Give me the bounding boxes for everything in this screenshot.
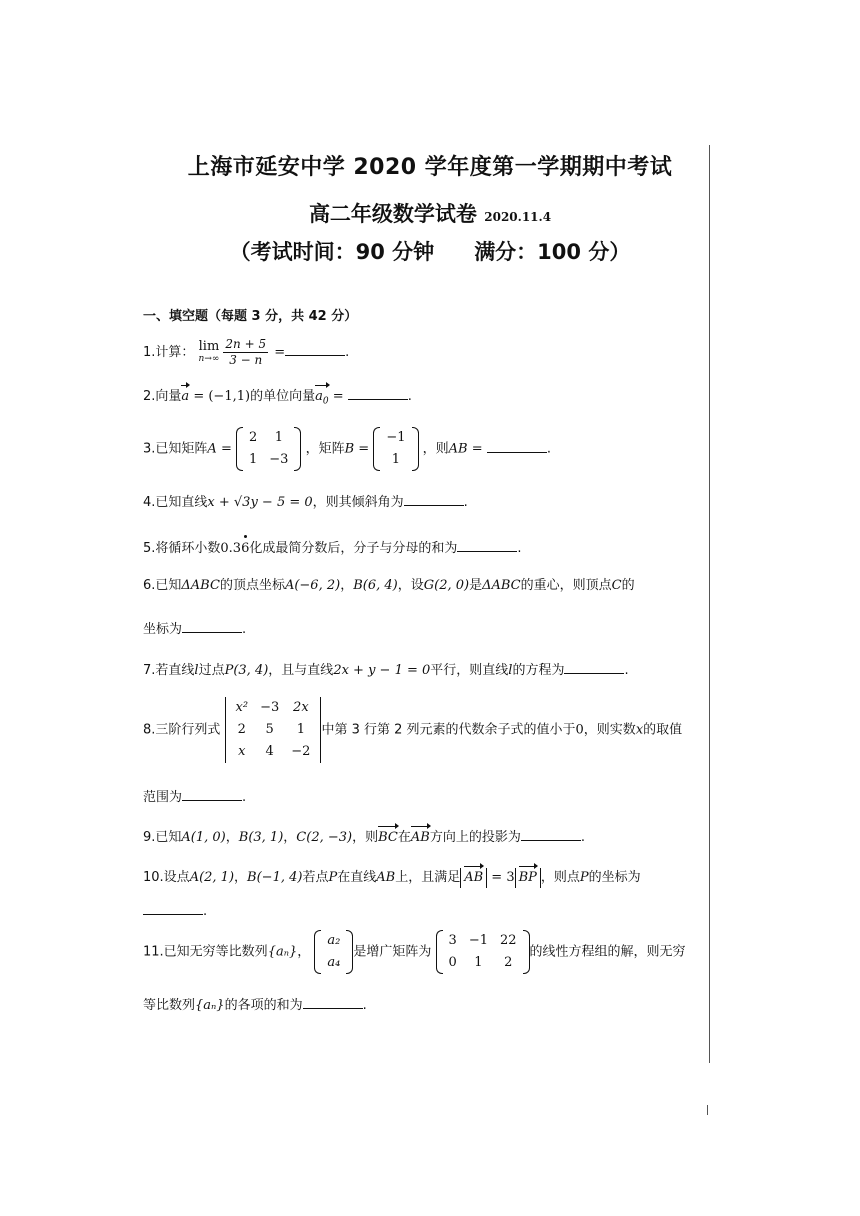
answer-blank	[182, 620, 242, 633]
augmented-matrix: 3 −1 22 0 1 2	[436, 930, 530, 974]
answer-blank	[348, 387, 408, 400]
question-11: 11.已知无穷等比数列{aₙ}， a₂ a₄ 是增广矩阵为 3 −1 22 0 1 2 的线性方程组的解，则无穷	[143, 930, 686, 974]
question-5: 5.将循环小数0.36化成最简分数后，分子与分母的和为 .	[143, 539, 522, 559]
time-info: （考试时间：90 分钟	[229, 240, 435, 264]
fraction: $\frac{2n + 5}{3 - n}$	[225, 337, 267, 367]
matrix-b: −1 1	[373, 427, 418, 471]
exam-date: 2020.11.4	[484, 210, 552, 224]
repeating-dot: 6	[241, 539, 249, 559]
abs-ab: AB	[460, 868, 487, 888]
question-8: 8.三阶行列式 x² −3 2x 2 5 1 x 4 −2 中第 3 行第 2 列元素的代数余子式的值小于0，则实数x的取值	[143, 697, 682, 763]
answer-blank	[457, 539, 517, 552]
answer-blank	[182, 788, 242, 801]
answer-blank	[521, 828, 581, 841]
determinant: x² −3 2x 2 5 1 x 4 −2	[225, 697, 322, 763]
score-info: 满分：100 分）	[474, 240, 631, 264]
answer-blank	[404, 493, 464, 506]
question-11-line2: 等比数列{aₙ}的各项的和为 .	[143, 998, 367, 1013]
answer-blank	[564, 661, 624, 674]
answer-blank	[285, 343, 345, 356]
question-1: 1.计算： lim n→∞ $\frac{2n + 5}{3 - n}$ = .	[143, 337, 350, 367]
question-8-line2: 范围为 .	[143, 790, 247, 805]
solution-vector: a₂ a₄	[314, 930, 353, 974]
answer-blank	[487, 440, 547, 453]
abs-bp: BP	[515, 868, 541, 888]
question-3: 3.已知矩阵A = 2 1 1 −3 ，矩阵B = −1 1 ，则AB = .	[143, 427, 551, 471]
question-10-line2: .	[143, 902, 207, 922]
question-2: 2.向量a = (−1,1)的单位向量$a_0$ = .	[143, 387, 412, 412]
section-heading: 一、填空题（每题 3 分，共 42 分）	[143, 309, 358, 324]
vector-a0: $a_0$	[315, 387, 329, 412]
question-4: 4.已知直线x + √3y − 5 = 0，则其倾斜角为 .	[143, 495, 468, 510]
question-6: 6.已知ΔABC的顶点坐标A(−6, 2)，B(6, 4)，设G(2, 0)是ΔABC的重心，则顶点C的	[143, 578, 635, 593]
question-10: 10.设点A(2, 1)，B(−1, 4)若点P在直线AB上，且满足 AB = 3 BP ，则点P的坐标为	[143, 868, 641, 888]
question-7: 7.若直线l过点P(3, 4)，且与直线2x + y − 1 = 0平行，则直线l的方程为 .	[143, 663, 629, 678]
exam-subtitle	[0, 198, 860, 228]
matrix-a: 2 1 1 −3	[236, 427, 301, 471]
exam-info	[0, 236, 860, 266]
limit-expr: lim n→∞	[198, 338, 220, 364]
subtitle-text: 高二年级数学试卷	[308, 202, 477, 226]
exam-title: 上海市延安中学 2020 学年度第一学期期中考试	[187, 155, 673, 180]
question-6-line2: 坐标为 .	[143, 622, 247, 637]
answer-blank	[303, 996, 363, 1009]
margin-rule	[709, 145, 710, 1063]
question-9: 9.已知A(1, 0)，B(3, 1)，C(2, −3)，则BC在AB方向上的投影为 .	[143, 828, 585, 848]
margin-tick	[707, 1105, 708, 1115]
answer-blank	[143, 902, 203, 915]
